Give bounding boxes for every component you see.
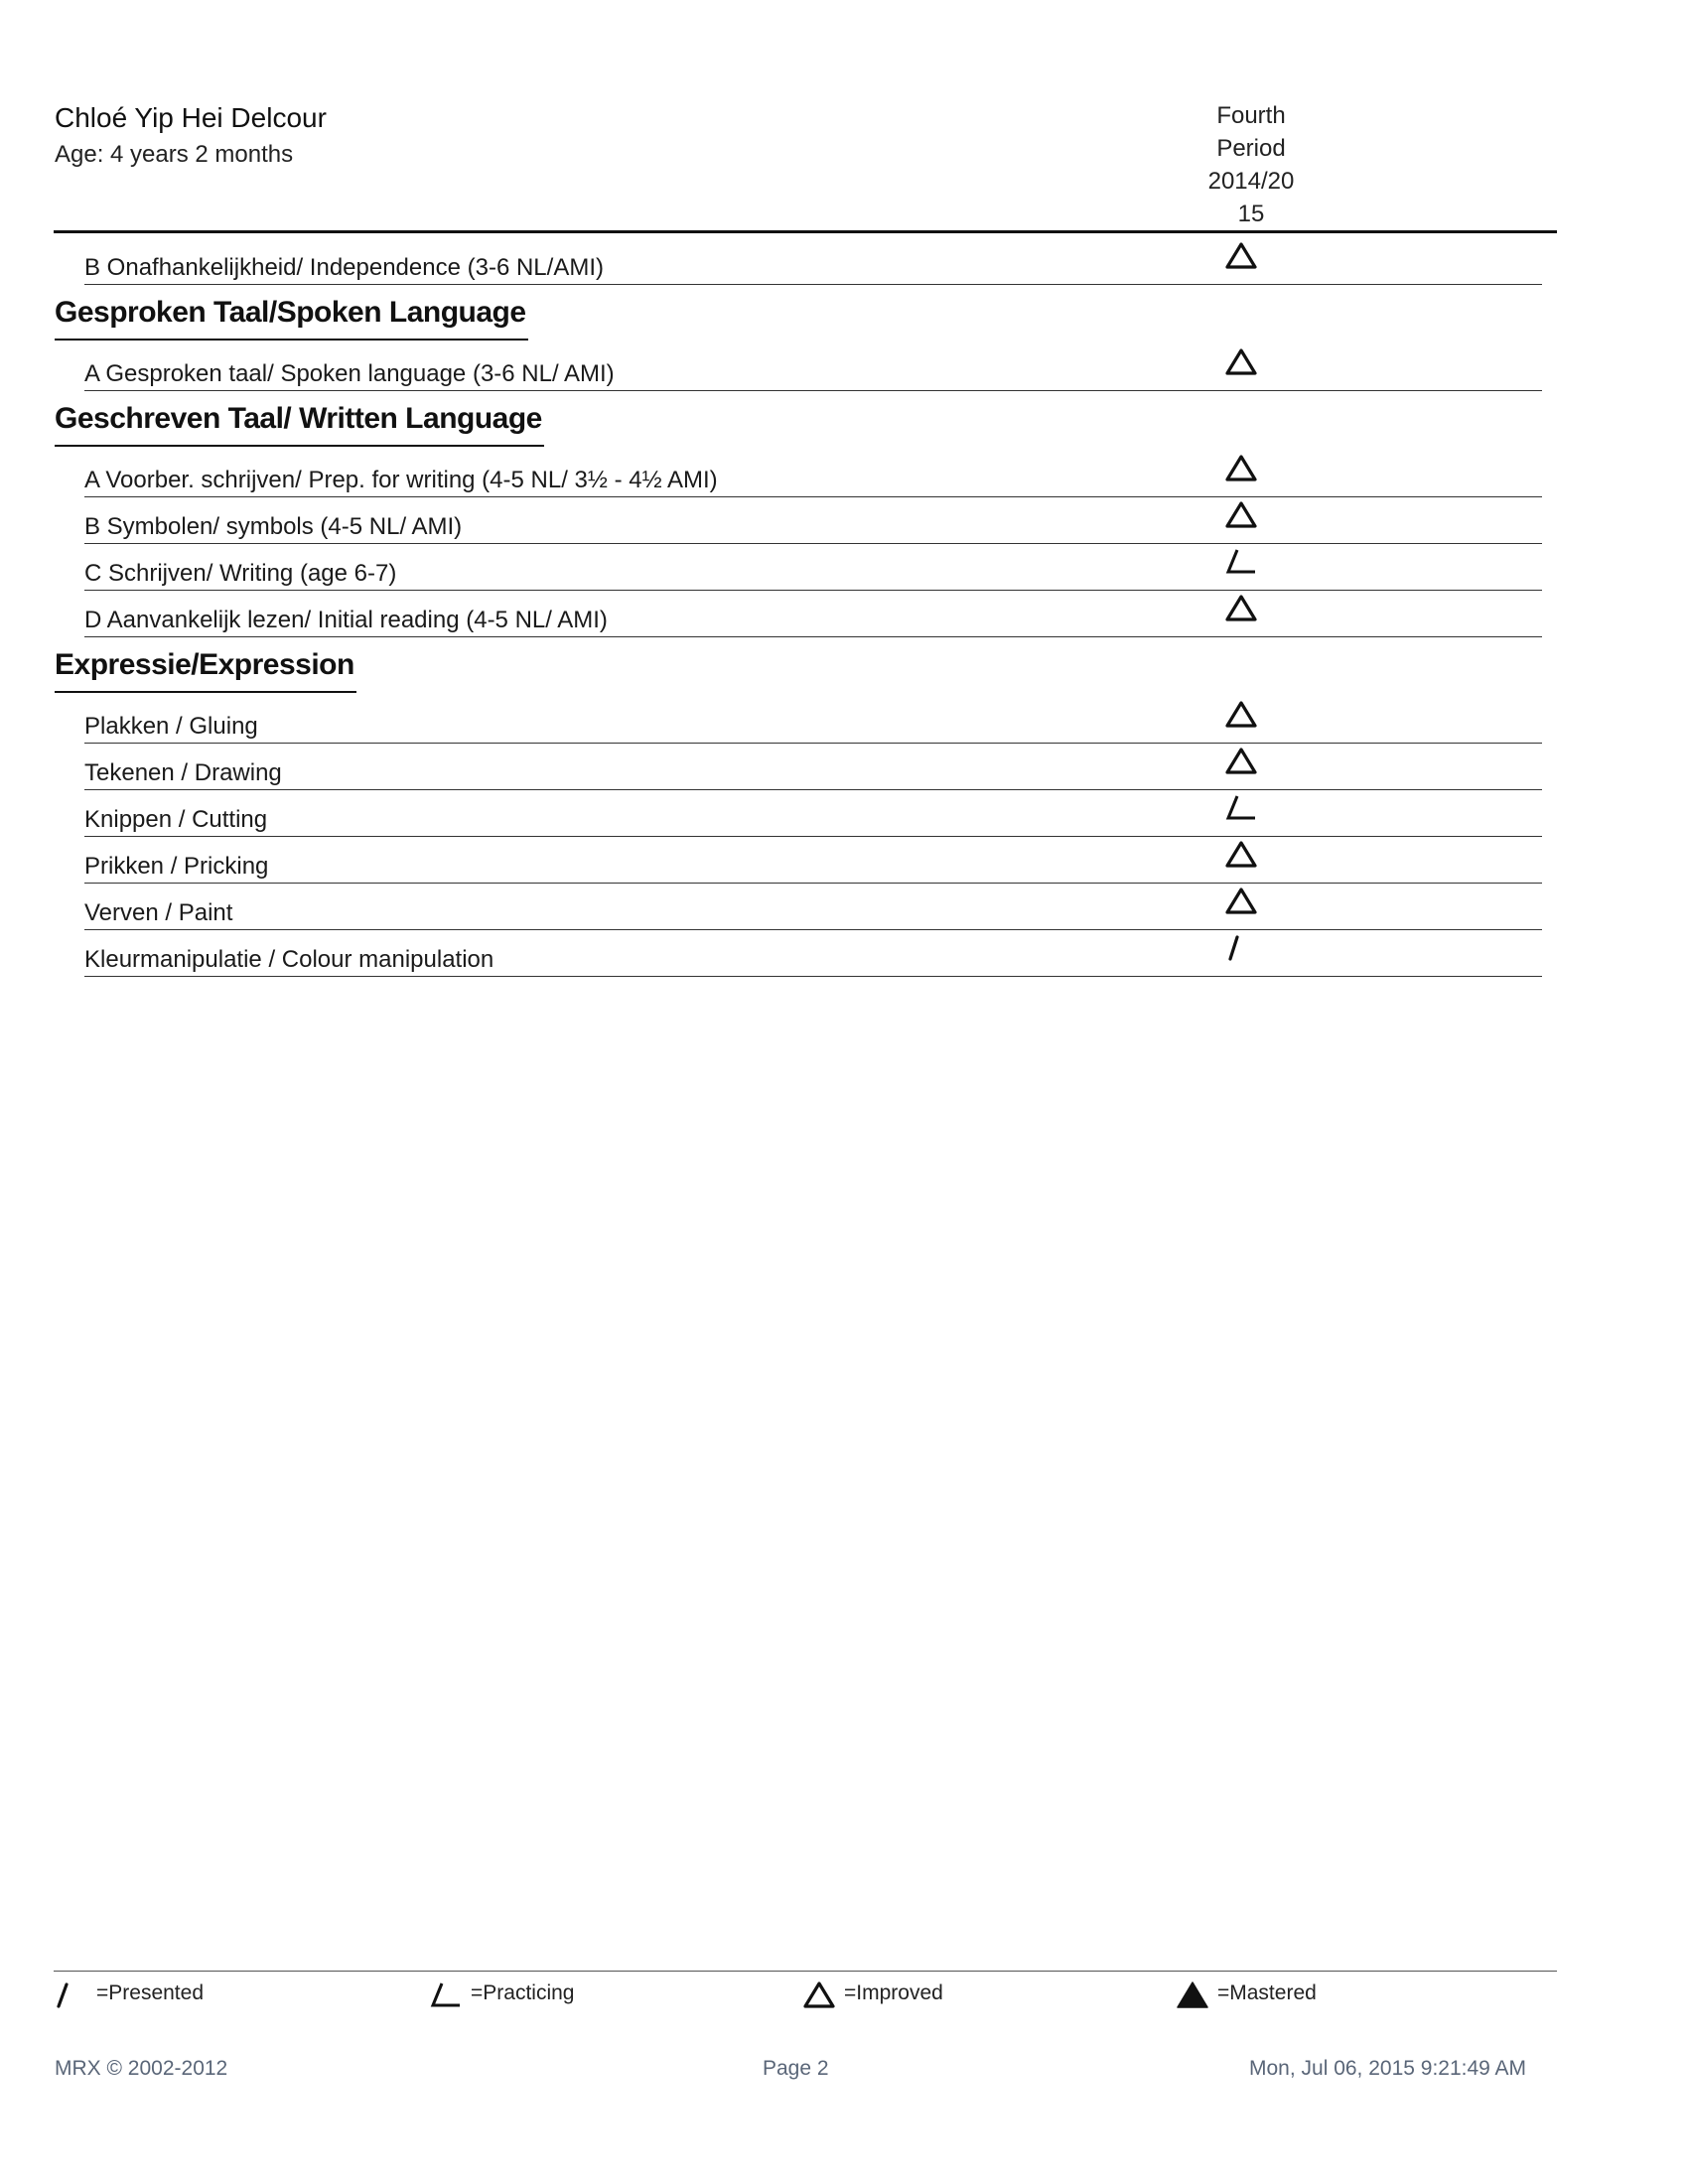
period-header-line: 15 bbox=[1237, 201, 1265, 227]
mastered-filled-triangle-icon bbox=[1176, 1979, 1209, 2009]
table-row bbox=[84, 790, 1542, 837]
row-label: C Schrijven/ Writing (age 6-7) bbox=[84, 560, 397, 587]
row-label: Knippen / Cutting bbox=[84, 806, 268, 833]
footer-timestamp: Mon, Jul 06, 2015 9:21:49 AM bbox=[1249, 2057, 1527, 2080]
row-label: B Symbolen/ symbols (4-5 NL/ AMI) bbox=[84, 513, 463, 540]
period-header-line: Fourth bbox=[1216, 102, 1286, 129]
legend-label: =Practicing bbox=[471, 1981, 575, 2004]
table-row bbox=[84, 884, 1542, 930]
practicing-angle-icon bbox=[429, 1979, 463, 2009]
period-header-line: Period bbox=[1216, 135, 1286, 162]
table-row bbox=[84, 344, 1542, 391]
table-row bbox=[84, 744, 1542, 790]
section-heading-label: Geschreven Taal/ Written Language bbox=[55, 402, 542, 435]
student-age: Age: 4 years 2 months bbox=[55, 141, 294, 168]
practicing-angle-icon bbox=[1224, 546, 1258, 576]
header-divider bbox=[54, 230, 1557, 233]
section-heading-label: Expressie/Expression bbox=[55, 648, 354, 681]
improved-triangle-icon bbox=[802, 1979, 836, 2009]
legend-divider bbox=[54, 1971, 1557, 1972]
row-label: D Aanvankelijk lezen/ Initial reading (4-5 NL/ AMI) bbox=[84, 607, 608, 633]
legend-label: =Mastered bbox=[1217, 1981, 1317, 2004]
row-label: Prikken / Pricking bbox=[84, 853, 269, 880]
improved-triangle-icon bbox=[1224, 839, 1258, 869]
period-header-line: 2014/20 bbox=[1207, 168, 1295, 195]
period-column-header bbox=[1172, 99, 1331, 230]
improved-triangle-icon bbox=[1224, 593, 1258, 622]
row-label: B Onafhankelijkheid/ Independence (3-6 NL/AMI) bbox=[84, 254, 604, 281]
table-row bbox=[84, 497, 1542, 544]
improved-triangle-icon bbox=[1224, 699, 1258, 729]
footer-copyright: MRX © 2002-2012 bbox=[55, 2057, 228, 2080]
legend-label: =Presented bbox=[96, 1981, 204, 2004]
footer-page-number: Page 2 bbox=[763, 2057, 829, 2080]
presented-slash-icon bbox=[1224, 932, 1258, 962]
section-heading bbox=[55, 399, 544, 447]
section-heading bbox=[55, 645, 356, 693]
table-row bbox=[84, 930, 1542, 977]
legend-label: =Improved bbox=[844, 1981, 943, 2004]
row-label: Tekenen / Drawing bbox=[84, 759, 282, 786]
row-label: Verven / Paint bbox=[84, 899, 233, 926]
section-heading bbox=[55, 293, 528, 341]
improved-triangle-icon bbox=[1224, 746, 1258, 775]
improved-triangle-icon bbox=[1224, 886, 1258, 915]
row-label: Plakken / Gluing bbox=[84, 713, 258, 740]
table-row bbox=[84, 544, 1542, 591]
improved-triangle-icon bbox=[1224, 453, 1258, 482]
table-row bbox=[84, 591, 1542, 637]
row-label: A Voorber. schrijven/ Prep. for writing (4-5 NL/ 3½ - 4½ AMI) bbox=[84, 467, 718, 493]
table-row bbox=[84, 837, 1542, 884]
improved-triangle-icon bbox=[1224, 499, 1258, 529]
presented-slash-icon bbox=[55, 1979, 88, 2009]
table-row bbox=[84, 238, 1542, 285]
row-label: Kleurmanipulatie / Colour manipulation bbox=[84, 946, 494, 973]
improved-triangle-icon bbox=[1224, 240, 1258, 270]
table-row bbox=[84, 697, 1542, 744]
student-name: Chloé Yip Hei Delcour bbox=[55, 102, 327, 133]
section-heading-label: Gesproken Taal/Spoken Language bbox=[55, 296, 526, 329]
practicing-angle-icon bbox=[1224, 792, 1258, 822]
improved-triangle-icon bbox=[1224, 346, 1258, 376]
row-label: A Gesproken taal/ Spoken language (3-6 NL/ AMI) bbox=[84, 360, 615, 387]
table-row bbox=[84, 451, 1542, 497]
